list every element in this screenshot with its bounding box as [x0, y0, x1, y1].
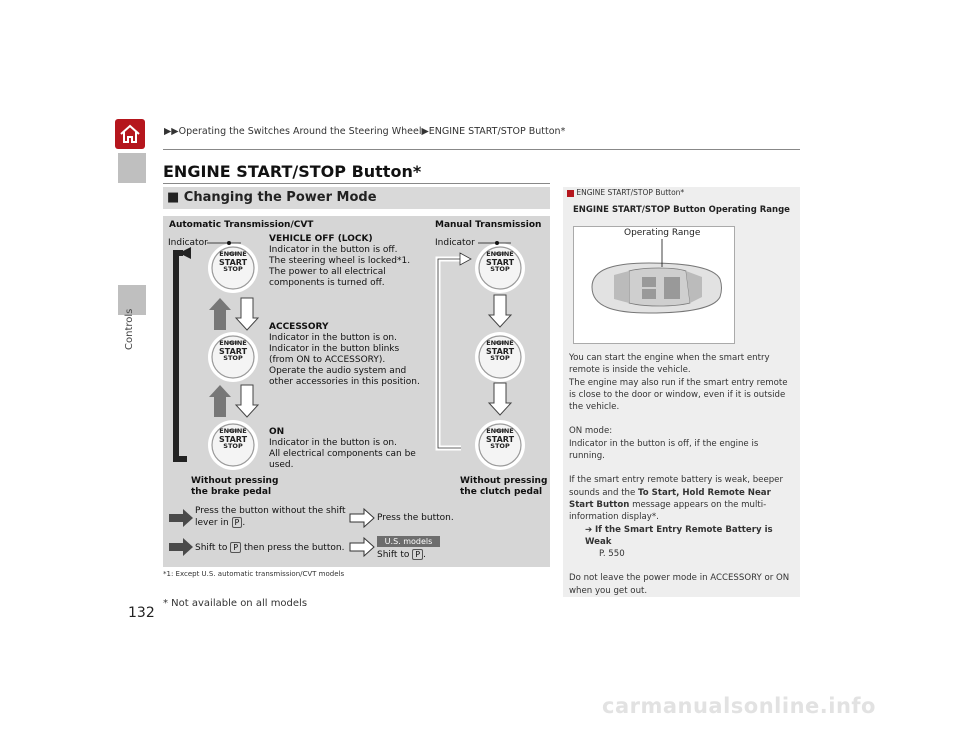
engine-button-text-m3: ENGINE START STOP	[486, 427, 515, 450]
operating-range-figure	[573, 226, 735, 344]
power-mode-diagram	[163, 216, 550, 567]
manual-transmission-label: Manual Transmission	[435, 220, 542, 230]
sidebar-title: ENGINE START/STOP Button Operating Range	[573, 205, 790, 215]
engine-button-text-acc: ENGINE START STOP	[219, 339, 248, 362]
note-icon	[567, 190, 574, 197]
without-brake-label: Without pressing the brake pedal	[191, 476, 279, 497]
engine-button-text-m1: ENGINE START STOP	[486, 250, 515, 273]
reference-icon: ➔	[585, 524, 593, 535]
tab-marker-upper	[118, 153, 146, 183]
section-side-label: Controls	[124, 308, 135, 350]
legend-press-button: Press the button.	[377, 513, 454, 523]
availability-notice: * Not available on all models	[163, 598, 308, 609]
legend-shift-to-p: Shift to P .	[377, 550, 426, 560]
accessory-mode-description: ACCESSORY Indicator in the button is on. Indicator in the button blinks (from ON to ACCESSORY). Operate the audio system and other accessories in this position.	[269, 322, 420, 387]
watermark: carmanualsonline.info	[602, 694, 876, 718]
lock-mode-description: VEHICLE OFF (LOCK) Indicator in the button is off. The steering wheel is locked*1. The power to all electrical components is turned off.	[269, 234, 411, 288]
us-models-badge: U.S. models	[377, 536, 440, 547]
indicator-label-manual: Indicator	[435, 238, 475, 248]
legend-press-without-shift: Press the button without the shift lever in P .	[195, 506, 346, 528]
header-divider	[163, 149, 800, 150]
engine-button-text-lock: ENGINE START STOP	[219, 250, 248, 273]
page-number: 132	[128, 605, 155, 621]
breadcrumb[interactable]: ▶▶Operating the Switches Around the Steering Wheel▶ENGINE START/STOP Button*	[164, 126, 566, 137]
operating-range-label: Operating Range	[624, 228, 701, 238]
auto-transmission-label: Automatic Transmission/CVT	[169, 220, 314, 230]
sidebar-header: ENGINE START/STOP Button*	[567, 188, 684, 197]
home-icon[interactable]	[115, 119, 145, 149]
title-divider	[163, 183, 550, 184]
indicator-label-auto: Indicator	[168, 238, 208, 248]
engine-button-text-m2: ENGINE START STOP	[486, 339, 515, 362]
page-title: ENGINE START/STOP Button*	[163, 162, 422, 181]
on-mode-description: ON Indicator in the button is on. All electrical components can be used.	[269, 427, 416, 470]
engine-button-text-on: ENGINE START STOP	[219, 427, 248, 450]
footnote: *1: Except U.S. automatic transmission/CVT models	[163, 570, 345, 578]
auto-return-bracket	[176, 253, 187, 459]
without-clutch-label: Without pressing the clutch pedal	[460, 476, 548, 497]
sidebar-body: You can start the engine when the smart entry remote is inside the vehicle. The engine may also run if the smart entry remote is close to the door or window, even if it is outside the vehicle. ON mode: Indicator in the button is off, if the engine is running. If the smart entry remote battery is weak, beeper sounds and the To Start, Hold Remote Near Start Button message appears on the multi-information display*. ➔ If the Smart Entry Remote Battery is Weak P. 550 Do not leave the power mode in ACCESSORY or ON when you get out.	[569, 352, 795, 597]
section-heading: ■ Changing the Power Mode	[163, 187, 550, 209]
legend-shift-then-press: Shift to P then press the button.	[195, 543, 345, 553]
cross-reference-link[interactable]: ➔ If the Smart Entry Remote Battery is Weak	[585, 524, 773, 547]
